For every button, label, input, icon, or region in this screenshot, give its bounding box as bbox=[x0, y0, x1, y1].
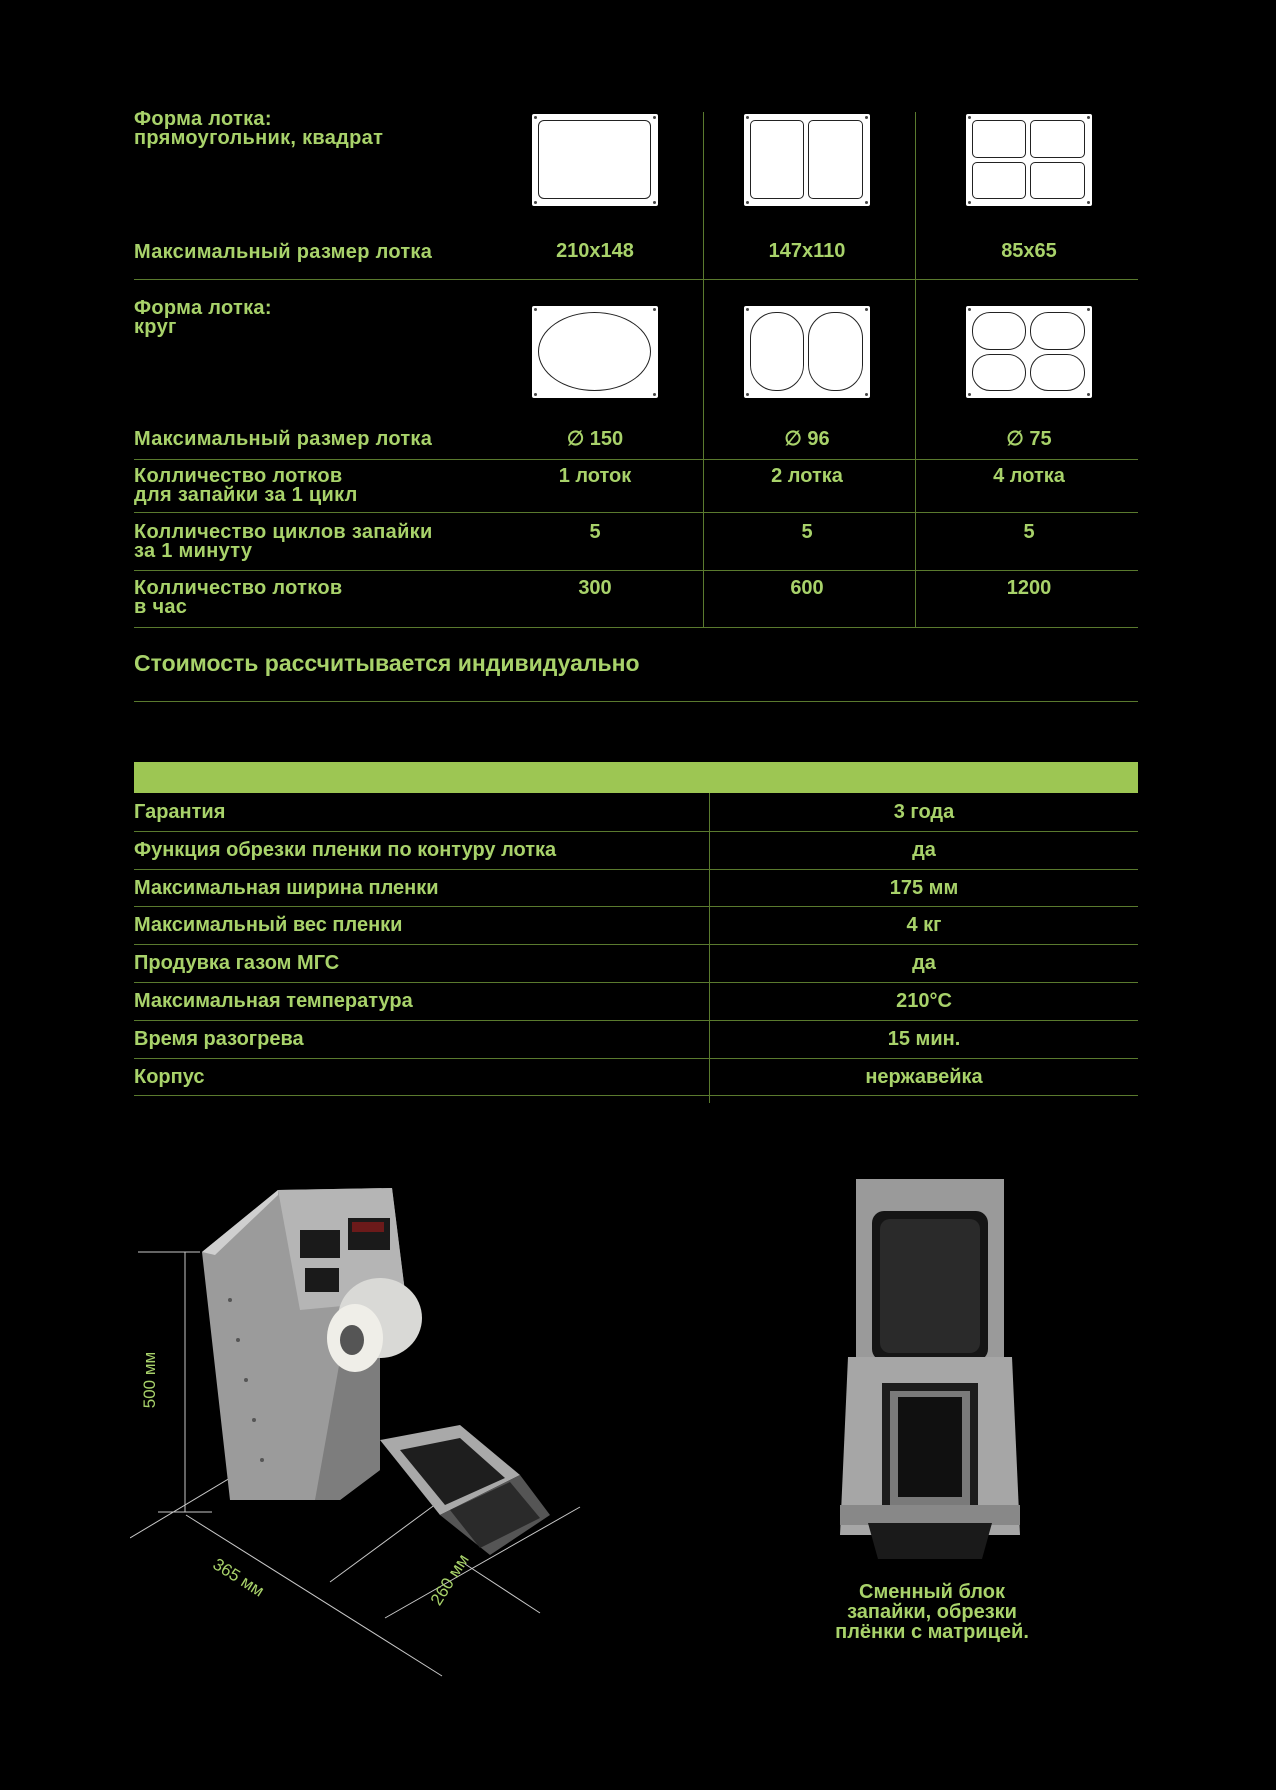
spec-row-divider bbox=[134, 1020, 1138, 1021]
sealing-block-illustration bbox=[820, 1175, 1040, 1565]
spec-row-divider bbox=[134, 831, 1138, 832]
spec-row-divider bbox=[134, 1058, 1138, 1059]
spec-value: 175 мм bbox=[889, 876, 959, 899]
machine-illustration bbox=[130, 1170, 690, 1690]
max-size-label: Максимальный размер лотка bbox=[134, 428, 433, 450]
spec-label: Максимальная температура bbox=[134, 990, 413, 1012]
row-divider bbox=[134, 701, 1138, 702]
trays-per-hour-2: 600 bbox=[790, 577, 824, 599]
table-divider bbox=[703, 112, 704, 627]
tray-round-double-icon bbox=[744, 306, 870, 398]
spec-value: да bbox=[912, 838, 936, 861]
tray-rect-single-icon bbox=[532, 114, 658, 206]
spec-value: 15 мин. bbox=[887, 1027, 961, 1050]
price-note: Стоимость рассчитывается индивидуально bbox=[134, 650, 640, 676]
spec-value: да bbox=[912, 952, 936, 975]
row-divider bbox=[134, 570, 1138, 571]
row-divider bbox=[134, 627, 1138, 628]
spec-row-divider bbox=[134, 944, 1138, 945]
trays-per-hour-3: 1200 bbox=[1006, 577, 1052, 599]
spec-row-divider bbox=[134, 906, 1138, 907]
spec-label: Продувка газом МГС bbox=[134, 952, 340, 975]
dimension-depth: 365 мм bbox=[209, 1554, 268, 1601]
round-size-1: ∅ 150 bbox=[566, 428, 624, 450]
cycles-per-minute-2: 5 bbox=[801, 521, 813, 543]
cycles-per-minute-3: 5 bbox=[1023, 521, 1035, 543]
spec-value: 210°С bbox=[896, 990, 952, 1012]
rect-size-2: 147x110 bbox=[768, 240, 846, 262]
table-divider bbox=[915, 112, 916, 627]
spec-value: 4 кг bbox=[906, 914, 942, 937]
trays-per-hour-1: 300 bbox=[578, 577, 612, 599]
spec-label: Время разогрева bbox=[134, 1027, 304, 1050]
trays-per-cycle-1: 1 лоток bbox=[558, 465, 632, 487]
trays-per-hour-label: Колличество лотков в час bbox=[134, 577, 343, 618]
trays-per-cycle-3: 4 лотка bbox=[993, 465, 1065, 487]
spec-row-divider bbox=[134, 982, 1138, 983]
spec-value: нержавейка bbox=[865, 1065, 983, 1088]
cycles-per-minute-1: 5 bbox=[589, 521, 601, 543]
tray-round-quad-icon bbox=[966, 306, 1092, 398]
row-divider bbox=[134, 512, 1138, 513]
spec-label: Корпус bbox=[134, 1065, 205, 1088]
tray-rect-quad-icon bbox=[966, 114, 1092, 206]
max-size-label: Максимальный размер лотка bbox=[134, 241, 433, 263]
round-size-2: ∅ 96 bbox=[784, 428, 830, 450]
specs-header-bar bbox=[134, 762, 1138, 793]
rect-size-3: 85x65 bbox=[1001, 240, 1057, 262]
row-divider bbox=[134, 459, 1138, 460]
rect-shape-label: Форма лотка: прямоугольник, квадрат bbox=[134, 108, 384, 149]
trays-per-cycle-label: Колличество лотков для запайки за 1 цикл bbox=[134, 465, 358, 506]
rect-size-1: 210x148 bbox=[556, 240, 634, 262]
spec-label: Функция обрезки пленки по контуру лотка bbox=[134, 838, 557, 861]
round-size-3: ∅ 75 bbox=[1006, 428, 1052, 450]
spec-label: Максимальная ширина пленки bbox=[134, 876, 439, 899]
round-shape-label: Форма лотка: круг bbox=[134, 297, 272, 338]
dimension-width: 260 мм bbox=[426, 1550, 473, 1609]
spec-row-divider bbox=[134, 869, 1138, 870]
sealing-block-caption: Сменный блок запайки, обрезки плёнки с матрицей. bbox=[835, 1581, 1029, 1643]
spec-label: Гарантия bbox=[134, 801, 226, 823]
trays-per-cycle-2: 2 лотка bbox=[771, 465, 843, 487]
spec-value: 3 года bbox=[893, 801, 955, 823]
tray-round-single-icon bbox=[532, 306, 658, 398]
row-divider bbox=[134, 279, 1138, 280]
dimension-height: 500 мм bbox=[140, 1351, 159, 1409]
cycles-per-minute-label: Колличество циклов запайки за 1 минуту bbox=[134, 521, 433, 562]
spec-label: Максимальный вес пленки bbox=[134, 914, 403, 937]
spec-row-divider bbox=[134, 1095, 1138, 1096]
tray-rect-double-icon bbox=[744, 114, 870, 206]
